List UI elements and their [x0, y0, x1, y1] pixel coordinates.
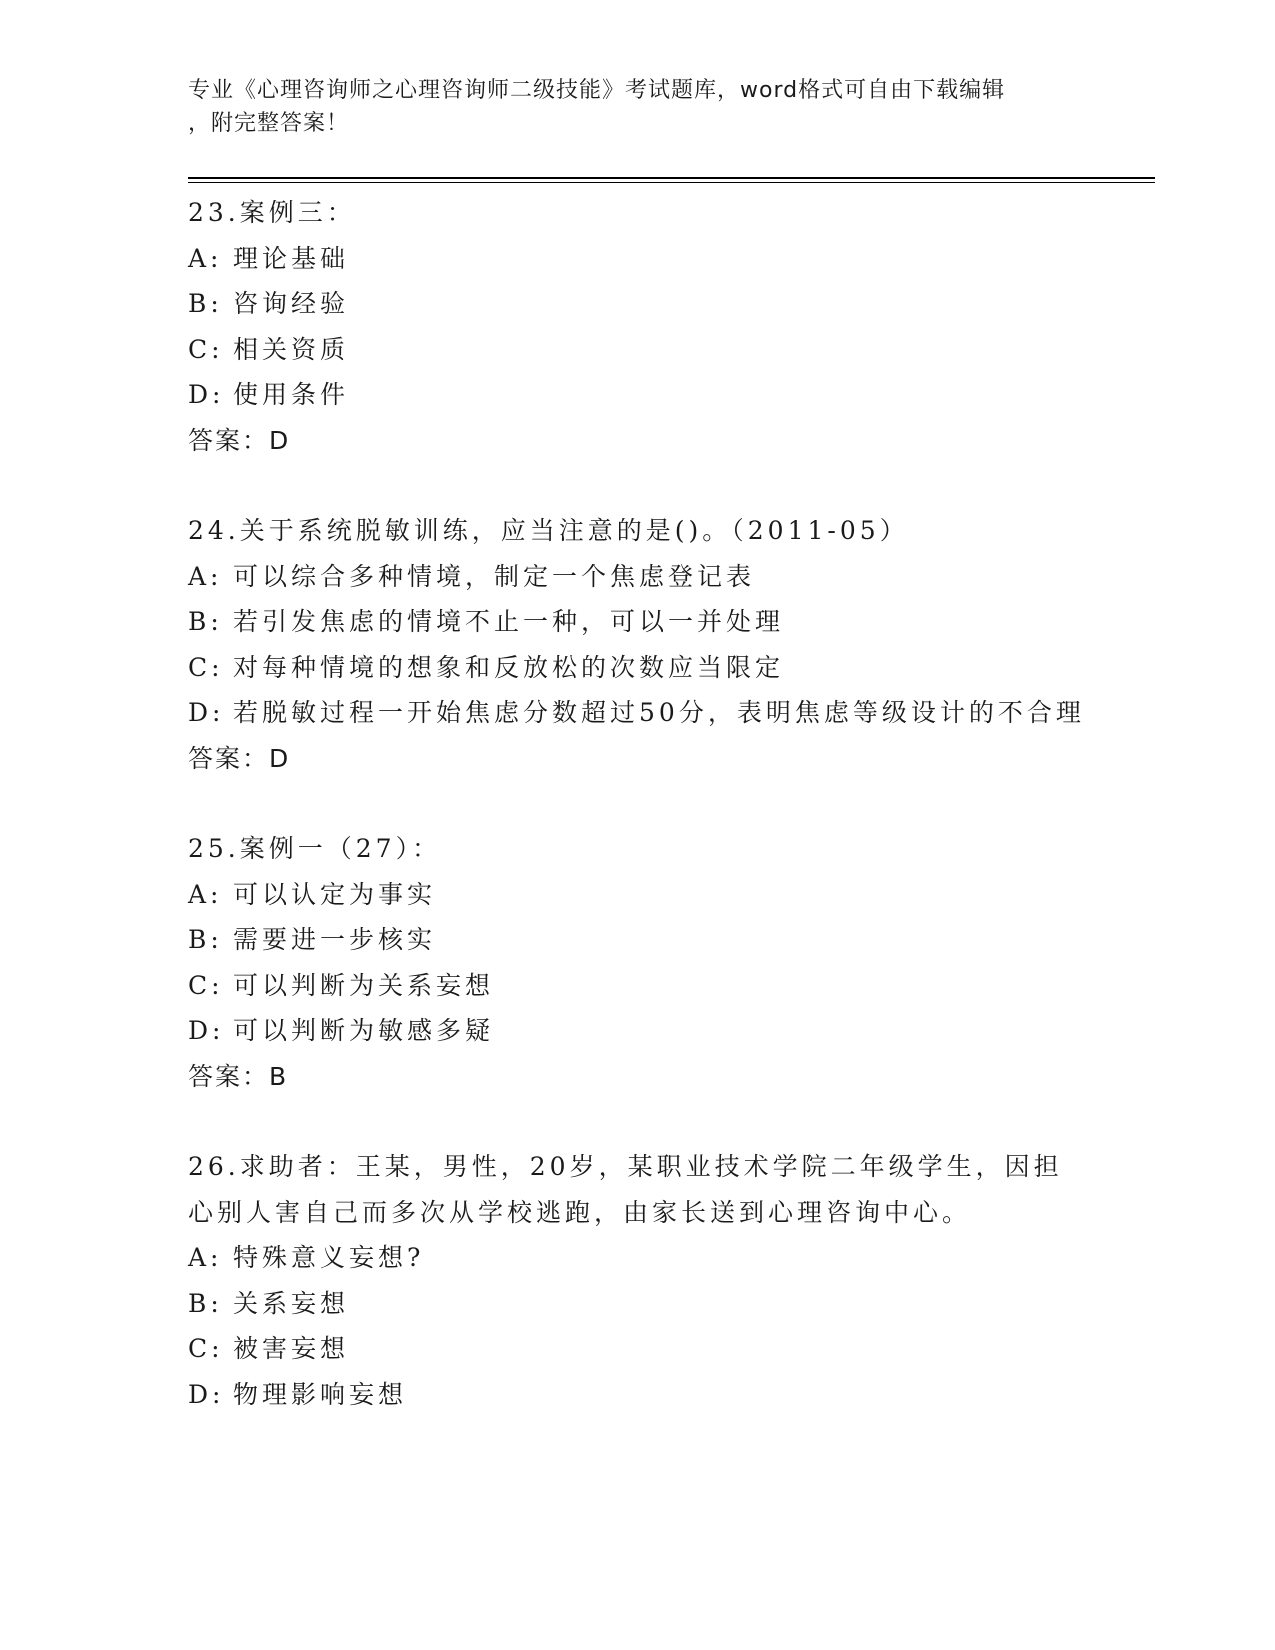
option-letter: B:: [188, 289, 223, 318]
option-b: [188, 1281, 1088, 1327]
option-c: [188, 327, 1088, 373]
option-letter: C:: [188, 1334, 224, 1363]
option-text: 咨询经验: [233, 289, 350, 318]
option-d: [188, 372, 1088, 418]
option-text: 可以判断为关系妄想: [233, 970, 495, 1000]
header-divider-thick: [188, 177, 1155, 179]
option-d: [188, 690, 1088, 736]
option-c: [188, 1326, 1088, 1372]
option-text: 相关资质: [233, 334, 350, 364]
option-letter: D:: [188, 698, 225, 727]
option-letter: D:: [188, 1016, 225, 1045]
option-text: 可以判断为敏感多疑: [233, 1016, 495, 1045]
header-line-2: ，附完整答案！: [188, 111, 350, 136]
document-header: [188, 74, 1068, 140]
question-stem: 26.求助者：王某，男性，20岁，某职业技术学院二年级学生，因担心别人害自己而多次从学校逃跑，由家长送到心理咨询中心。: [188, 1152, 1063, 1227]
option-letter: A:: [188, 243, 223, 273]
option-c: [188, 645, 1088, 691]
question-24: [188, 508, 1088, 781]
option-letter: B:: [188, 1288, 223, 1318]
option-text: 若脱敏过程一开始焦虑分数超过50分，表明焦虑等级设计的不合理: [233, 698, 1085, 727]
option-letter: C:: [188, 970, 224, 1000]
question-stem: 25.案例一（27）：: [188, 834, 442, 863]
option-letter: A:: [188, 879, 223, 909]
option-d: [188, 1008, 1088, 1054]
answer-line: 答案：D: [188, 743, 291, 773]
option-text: 对每种情境的想象和反放松的次数应当限定: [233, 652, 785, 682]
option-b: [188, 917, 1088, 963]
question-26: [188, 1144, 1088, 1417]
option-text: 关系妄想: [233, 1288, 350, 1318]
option-a: [188, 1235, 1088, 1281]
question-stem: 24.关于系统脱敏训练，应当注意的是()。（2011-05）: [188, 516, 909, 545]
option-a: [188, 872, 1088, 918]
question-23: [188, 190, 1088, 463]
option-d: [188, 1372, 1088, 1418]
option-text: 物理影响妄想: [233, 1379, 408, 1409]
question-stem: 23.案例三：: [188, 198, 356, 227]
question-25: [188, 826, 1088, 1099]
option-letter: C:: [188, 334, 224, 364]
option-text: 被害妄想: [233, 1334, 350, 1363]
option-text: 特殊意义妄想?: [233, 1243, 425, 1272]
option-text: 若引发焦虑的情境不止一种，可以一并处理: [233, 607, 785, 636]
option-text: 需要进一步核实: [233, 925, 437, 954]
header-divider-thin: [188, 182, 1155, 183]
option-letter: A:: [188, 1243, 223, 1272]
option-text: 可以综合多种情境，制定一个焦虑登记表: [233, 561, 756, 591]
option-letter: A:: [188, 561, 223, 591]
option-text: 使用条件: [233, 380, 350, 409]
option-letter: B:: [188, 607, 223, 636]
header-line-1: 专业《心理咨询师之心理咨询师二级技能》考试题库，word格式可自由下载编辑: [188, 78, 1006, 103]
answer-line: 答案：D: [188, 425, 291, 455]
option-letter: D:: [188, 380, 225, 409]
option-a: [188, 554, 1088, 600]
option-c: [188, 963, 1088, 1009]
option-a: [188, 236, 1088, 282]
option-text: 理论基础: [233, 243, 350, 273]
option-b: [188, 599, 1088, 645]
question-list: [188, 190, 1088, 1462]
option-letter: C:: [188, 652, 224, 682]
option-text: 可以认定为事实: [233, 879, 437, 909]
answer-line: 答案：B: [188, 1061, 289, 1091]
option-b: [188, 281, 1088, 327]
option-letter: D:: [188, 1379, 225, 1409]
option-letter: B:: [188, 925, 223, 954]
